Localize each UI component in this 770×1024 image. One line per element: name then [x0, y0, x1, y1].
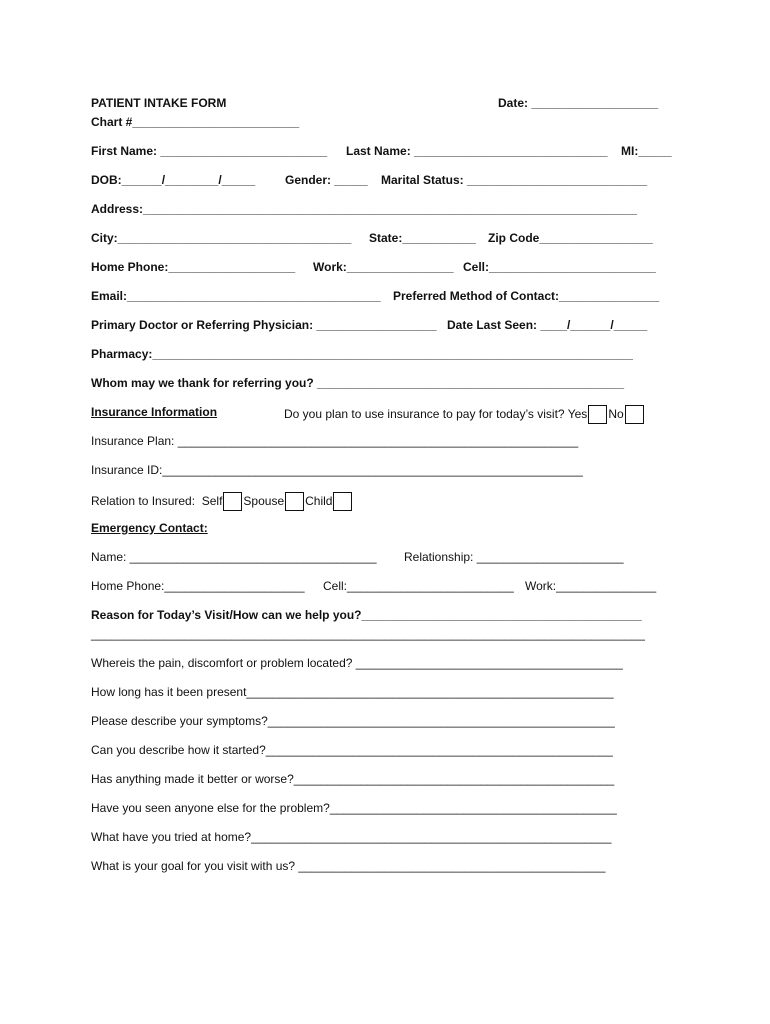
mi-field[interactable]: MI:_____ [621, 144, 672, 158]
home-phone-field[interactable]: Home Phone:___________________ [91, 260, 296, 274]
question-visit-goal[interactable]: What is your goal for you visit with us? ______________________________________________ [91, 859, 606, 873]
relation-label: Relation to Insured: [91, 494, 196, 508]
question-better-worse[interactable]: Has anything made it better or worse?________________________________________________ [91, 772, 615, 786]
yes-label: Yes [567, 407, 588, 421]
referral-field[interactable]: Whom may we thank for referring you? ______________________________________________ [91, 376, 625, 390]
reason-for-visit-field[interactable]: Reason for Today’s Visit/How can we help you?__________________________________________ [91, 608, 642, 622]
marital-status-field[interactable]: Marital Status: ___________________________ [381, 173, 648, 187]
chart-field[interactable]: Chart #_________________________ [91, 115, 300, 129]
emergency-work-field[interactable]: Work:_______________ [525, 579, 657, 593]
pharmacy-field[interactable]: Pharmacy:________________________________________________________________________ [91, 347, 633, 361]
self-label: Self [201, 494, 223, 508]
form-title: PATIENT INTAKE FORM [91, 96, 227, 110]
insurance-heading: Insurance Information [91, 405, 218, 419]
primary-doctor-field[interactable]: Primary Doctor or Referring Physician: __________________ [91, 318, 437, 332]
no-label: No [608, 407, 624, 421]
cell-phone-field[interactable]: Cell:_________________________ [463, 260, 656, 274]
address-field[interactable]: Address:__________________________________________________________________________ [91, 202, 637, 216]
emergency-home-phone-field[interactable]: Home Phone:_____________________ [91, 579, 305, 593]
question-tried-at-home[interactable]: What have you tried at home?______________________________________________________ [91, 830, 612, 844]
state-field[interactable]: State:___________ [369, 231, 476, 245]
email-field[interactable]: Email:______________________________________ [91, 289, 381, 303]
question-pain-location[interactable]: Whereis the pain, discomfort or problem located? ________________________________________ [91, 656, 623, 670]
spouse-checkbox[interactable] [285, 492, 304, 511]
preferred-contact-field[interactable]: Preferred Method of Contact:_______________ [393, 289, 660, 303]
last-name-field[interactable]: Last Name: _____________________________ [346, 144, 608, 158]
emergency-name-field[interactable]: Name: _____________________________________ [91, 550, 377, 564]
question-duration[interactable]: How long has it been present_______________________________________________________ [91, 685, 614, 699]
insurance-id-field[interactable]: Insurance ID:_______________________________________________________________ [91, 463, 583, 477]
insurance-question: Do you plan to use insurance to pay for today’s visit? [284, 407, 565, 421]
spouse-label: Spouse [243, 494, 285, 508]
child-label: Child [305, 494, 333, 508]
city-field[interactable]: City:___________________________________ [91, 231, 352, 245]
insurance-plan-field[interactable]: Insurance Plan: ____________________________________________________________ [91, 434, 579, 448]
question-onset[interactable]: Can you describe how it started?____________________________________________________ [91, 743, 613, 757]
emergency-heading: Emergency Contact: [91, 521, 208, 535]
self-checkbox[interactable] [223, 492, 242, 511]
dob-field[interactable]: DOB:______/________/_____ [91, 173, 256, 187]
reason-for-visit-line2[interactable]: ___________________________________________________________________________________ [91, 627, 645, 641]
question-seen-anyone[interactable]: Have you seen anyone else for the problem?___________________________________________ [91, 801, 617, 815]
relation-row [91, 492, 353, 511]
zip-field[interactable]: Zip Code_________________ [488, 231, 653, 245]
gender-field[interactable]: Gender: _____ [285, 173, 368, 187]
first-name-field[interactable]: First Name: _________________________ [91, 144, 328, 158]
work-phone-field[interactable]: Work:________________ [313, 260, 454, 274]
yes-checkbox[interactable] [588, 405, 607, 424]
insurance-question-row [284, 405, 645, 424]
date-field[interactable]: Date: ___________________ [498, 96, 659, 110]
date-last-seen-field[interactable]: Date Last Seen: ____/______/_____ [447, 318, 648, 332]
emergency-cell-field[interactable]: Cell:_________________________ [323, 579, 514, 593]
child-checkbox[interactable] [333, 492, 352, 511]
question-symptoms[interactable]: Please describe your symptoms?____________________________________________________ [91, 714, 615, 728]
no-checkbox[interactable] [625, 405, 644, 424]
emergency-relationship-field[interactable]: Relationship: ______________________ [404, 550, 624, 564]
